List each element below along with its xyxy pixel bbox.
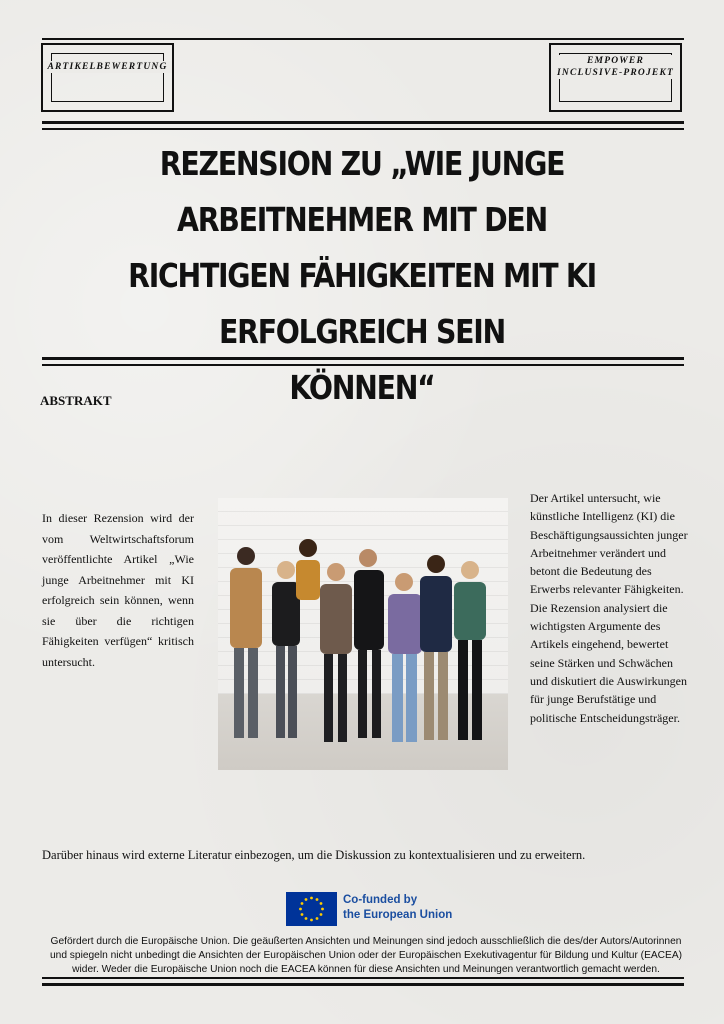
abstract-heading: ABSTRAKT: [40, 393, 112, 408]
header-rule-thick: [42, 121, 684, 124]
article-review-badge: [41, 43, 174, 112]
abstract-left-paragraph: In dieser Rezension wird der vom Weltwirtschaftsforum veröffentlichte Artikel „Wie junge Arbeitnehmer mit KI erfolgreich sein können, wenn sie über die richtigen Fähigkeiten verfügen“ kritisch untersucht.: [42, 511, 194, 669]
title-line-1: REZENSION ZU „WIE JUNGE ARBEITNEHMER MIT DEN: [159, 144, 565, 239]
abstract-closing-sentence: Darüber hinaus wird externe Literatur einbezogen, um die Diskussion zu kontextualisieren und zu erweitern.: [42, 848, 586, 862]
footer-rule-thin: [42, 977, 684, 979]
footer-rule-thick: [42, 983, 684, 986]
title-line-2: RICHTIGEN FÄHIGKEITEN MIT KI ERFOLGREICH SEIN: [128, 256, 596, 351]
abstract-right-paragraph: Der Artikel untersucht, wie künstliche Intelligenz (KI) die Beschäftigungsaussichten junger Arbeitnehmer verändert und betont die Bedeutung des Erwerbs relevanter Fähigkeiten. Die Rezension analysiert die wichtigsten Argumente des Artikels eingehend, bewertet seine Stärken und Schwächen und diskutiert die Auswirkungen für junge Berufstätige und politische Entscheidungsträger.: [530, 491, 688, 725]
title-rule-thin: [42, 364, 684, 366]
eu-cofunded-line1: Co-funded by: [343, 894, 418, 906]
eu-flag-icon: [286, 892, 337, 926]
project-badge: [549, 43, 682, 112]
top-rule: [42, 38, 684, 40]
funding-disclaimer: [8, 935, 724, 976]
disclaimer-line-3: wider. Weder die Europäische Union noch die EACEA können für diese Ansichten und Meinungen verantwortlich gemacht werden.: [72, 963, 660, 975]
project-label-line1: EMPOWER: [587, 56, 644, 66]
team-photo: [218, 498, 508, 770]
project-label: [551, 55, 680, 79]
header-rule-thin: [42, 128, 684, 130]
project-label-line2: INCLUSIVE-PROJEKT: [556, 68, 674, 78]
page-title: [76, 136, 647, 416]
eu-cofunded-label: [343, 893, 452, 923]
eu-cofunded-line2: the European Union: [343, 909, 453, 921]
disclaimer-line-2: und spiegeln nicht unbedingt die Ansichten der Europäischen Union oder der Europäischen Exekutivagentur für Bildung und Kultur (EACEA): [49, 949, 683, 961]
disclaimer-line-1: Gefördert durch die Europäische Union. Die geäußerten Ansichten und Meinungen sind jedoch ausschließlich die des/der Autors/Autorinnen: [50, 936, 682, 947]
title-rule-thick: [42, 357, 684, 360]
article-review-label: ARTIKELBEWERTUNG: [43, 61, 172, 73]
title-line-3: KÖNNEN“: [289, 368, 435, 407]
